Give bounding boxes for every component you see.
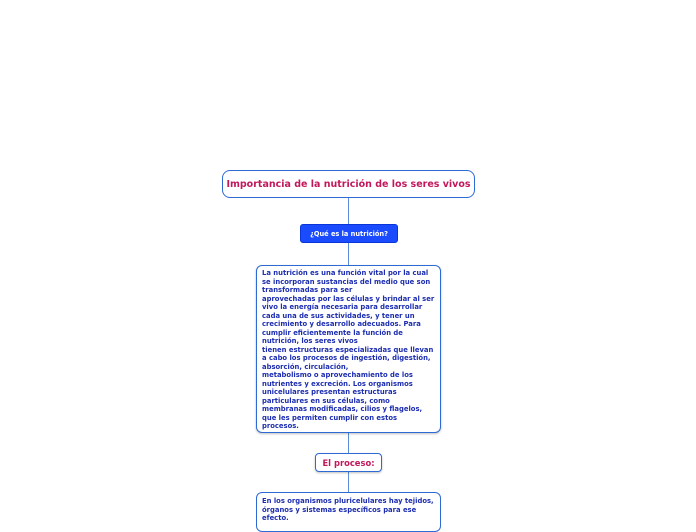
question-node[interactable] [300,224,398,243]
root-topic-node[interactable] [222,170,475,198]
connector-question-definition [348,243,349,265]
connector-process-detail [348,472,349,492]
connector-definition-process [348,433,349,453]
process-detail-node[interactable] [256,492,441,532]
process-label: El proceso: [322,457,375,468]
definition-text: La nutrición es una función vital por la cual se incorporan sustancias del medio que son transformadas para ser aprovechadas por las células y brindar al ser vivo la energía necesaria para desarrollar cada una de sus actividades, y tener un crecimiento y desarrollo adecuados. Para cumplir eficientemente la función de nutrición, los seres vivos tienen estructuras especializadas que llevan a cabo los procesos de ingestión, digestión, absorción, circulación, metabolismo o aprovechamiento de los nutrientes y excreción. Los organismos unicelulares presentan estructuras particulares en sus células, como membranas modificadas, cilios y flagelos, que les permiten cumplir con estos procesos. [262,269,435,430]
definition-node[interactable] [256,265,441,433]
process-detail-text: En los organismos pluricelulares hay tejidos, órganos y sistemas específicos para ese efecto. [262,497,434,522]
question-label: ¿Qué es la nutrición? [310,229,388,238]
connector-root-question [348,198,349,224]
process-node[interactable] [315,453,382,472]
root-topic-title: Importancia de la nutrición de los seres vivos [226,178,471,190]
